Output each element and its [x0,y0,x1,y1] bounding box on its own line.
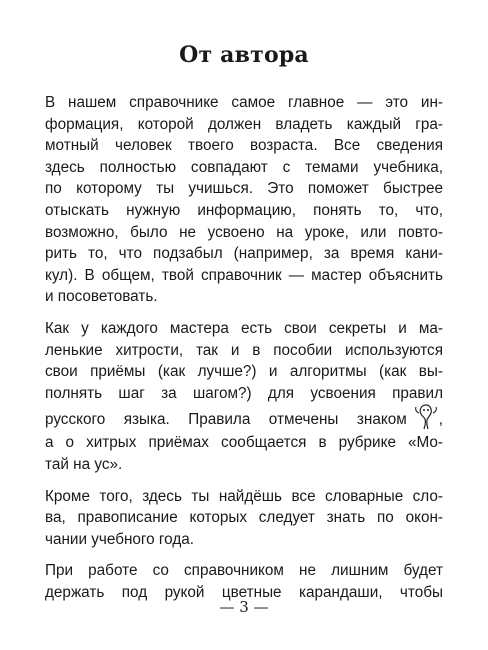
paragraph-4 [45,560,443,603]
text-line: а о хитрых приёмах сообщается в рубрике «Мо- [45,434,443,452]
text-line: При работе со справочником не лишним будет [45,562,443,580]
text-body [45,92,443,603]
text-line: Как у каждого мастера есть свои секреты и ма- [45,319,443,337]
paragraph-gap [45,476,443,486]
text-line: тай на ус». [45,455,123,473]
text-line: русского языка. Правила отмечены знаком [45,410,407,428]
paragraph-gap [45,550,443,560]
text-line: формация, которой должен владеть каждый гра- [45,115,443,133]
text-line: рить то, что подзабыл (например, за время кани- [45,245,443,263]
text-line: отыскать нужную информацию, понять то, что, [45,201,443,219]
text-line: чании учебного года. [45,530,195,548]
text-punct: , [438,410,443,428]
text-line: В нашем справочнике самое главное — это ин- [45,94,443,111]
text-line: Кроме того, здесь ты найдёшь все словарные сло- [45,487,443,505]
paragraph-1 [45,92,443,308]
text-line: ленькие хитрости, так и в пособии используются [45,341,443,359]
page-title: От автора [179,42,309,68]
text-line: ва, правописание которых следует знать по окон- [45,509,443,527]
text-line: свои приёмы (как лучше?) и алгоритмы (как вы- [45,363,443,381]
paragraph-3 [45,486,443,551]
text-line: возможно, было не усвоено на уроке, или повто- [45,223,443,241]
text-line: здесь полностью совпадают с темами учебника, [45,158,443,176]
text-line: полнять шаг за шагом?) для усвоения правил [45,384,443,402]
text-line-with-icon [45,404,443,432]
text-line: держать под рукой цветные карандаши, чтобы [45,583,443,601]
text-line: кул). В общем, твой справочник — мастер объяснить [45,266,443,284]
paragraph-2 [45,318,443,476]
mustache-icon [413,402,439,432]
text-line: и посоветовать. [45,288,158,306]
paragraph-gap [45,308,443,318]
text-line: мотный человек твоего возраста. Все сведения [45,137,443,155]
page-number: — 3 — [219,598,269,616]
text-line: по которому ты учишься. Это поможет быстрее [45,180,443,198]
